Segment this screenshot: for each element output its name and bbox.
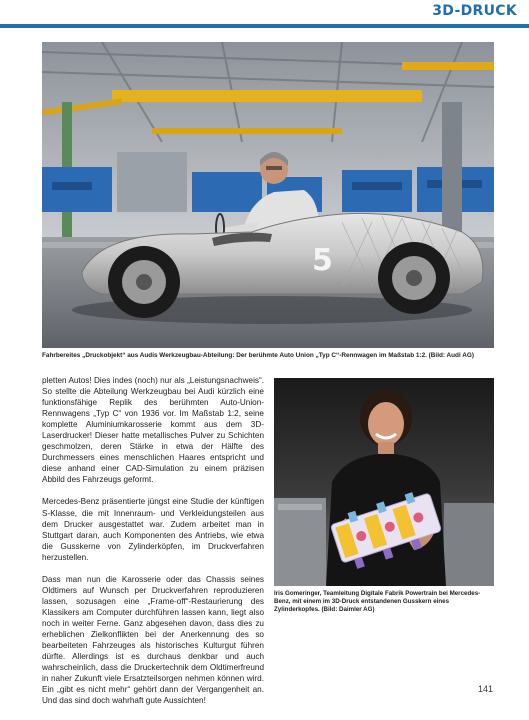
section-title: 3D-DRUCK [432, 3, 517, 19]
page-number: 141 [477, 684, 493, 694]
rear-wheel [378, 242, 450, 314]
side-photo [274, 378, 494, 586]
article-body [42, 375, 264, 717]
page-header [0, 0, 529, 26]
side-photo-caption: Iris Gomeringer, Teamleitung Digitale Fabrik Powertrain bei Mercedes-Benz, mit einem im 3D-Druck entstandenen Gusskern eines Zylinderkopfes. (Bild: Daimler AG) [274, 590, 481, 614]
article-paragraph: pletten Autos! Dies indes (noch) nur als „Leistungsnachweis“. So stellte die Abteilung Werkzeugbau bei Audi kürzlich eine funktionsfähige Replik des berühmten Auto-Union-Rennwagens „Typ C“ von 1936 vor. Im Maßstab 1:2, seine komplette Aluminiumkarosserie kommt aus dem 3D-Laserdrucker! Dieser hatte metallisches Pulver zu Schichten geschmolzen, deren Stärke in etwa der Hälfte des Durchmessers eines menschlichen Haares entspricht und diese anhand einer CAD-Simulation zu einem präzisen Abbild des Fahrzeugs geformt. [42, 376, 264, 485]
header-rule [0, 24, 529, 28]
article-paragraph: Mercedes-Benz präsentierte jüngst eine Studie der künftigen S-Klasse, die mit Innenraum- und Verkleidungsteilen aus dem Drucker ausgestattet war. Zudem arbeitet man in Stuttgart daran, auch Komponenten des Antriebs, wie etwa die Gusskerne von Zylinderköpfen, im Druckverfahren herzustellen. [42, 497, 264, 562]
main-photo-caption: Fahrbereites „Druckobjekt“ aus Audis Werkzeugbau-Abteilung: Der berühmte Auto Union „Typ C“-Rennwagen im Maßstab 1:2. (Bild: Audi AG) [42, 352, 474, 359]
car-number: 5 [312, 243, 333, 278]
article-paragraph: Dass man nun die Karosserie oder das Chassis seines Oldtimers auf Wunsch per Druckverfahren reproduzieren lassen, sozusagen eine „Frame-off“-Restaurierung des Klassikers am Computer durchführen lassen kann, liegt also noch in weiter Ferne. Ganz abgesehen davon, dass dies zu erheblichen Zielkonflikten bei der Anerkennung des so bearbeiteten Fahrzeuges als historisches Kulturgut führen dürfte. Allerdings ist es durchaus denkbar und auch wahrscheinlich, dass die Druckertechnik dem Oldtimerfreund in naher Zukunft viele Ersatzteilsorgen nehmen können wird. Ein „gibt es nicht mehr“ gehört dann der Vergangenheit an. Und das sind doch wahrhaft gute Aussichten! [42, 574, 264, 706]
main-photo [42, 42, 494, 348]
front-wheel [108, 246, 180, 318]
